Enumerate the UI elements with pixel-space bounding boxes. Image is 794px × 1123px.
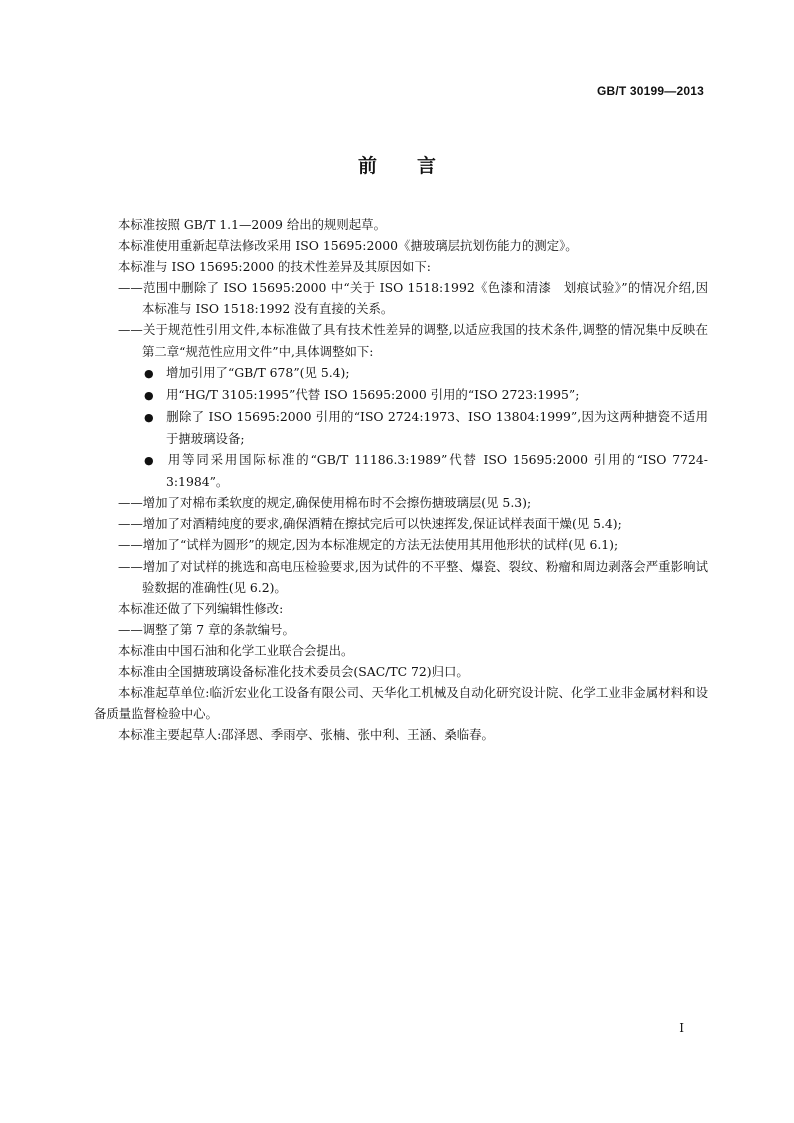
- paragraph: 本标准使用重新起草法修改采用 ISO 15695:2000《搪玻璃层抗划伤能力的测定》。: [118, 238, 578, 254]
- bullet-item: [94, 362, 708, 384]
- bullet-text: 删除了 ISO 15695:2000 引用的“ISO 2724:1973、ISO 13804:1999”,因为这两种搪瓷不适用于搪玻璃设备;: [166, 408, 708, 446]
- bullet-icon: ●: [144, 454, 154, 468]
- paragraph: 本标准由中国石油和化学工业联合会提出。: [118, 642, 354, 658]
- dash-item: ——关于规范性引用文件,本标准做了具有技术性差异的调整,以适应我国的技术条件,调整的情况集中反映在第二章“规范性应用文件”中,具体调整如下:: [118, 322, 708, 359]
- bullet-item: [94, 449, 708, 492]
- page-title: 前言: [357, 155, 476, 177]
- bullet-text: 用等同采用国际标准的“GB/T 11186.3:1989”代替 ISO 15695:2000 引用的“ISO 7724-3:1984”。: [166, 452, 708, 490]
- bullet-text: 增加引用了“GB/T 678”(见 5.4);: [166, 364, 350, 380]
- bullet-item: [94, 384, 708, 406]
- bullet-item: [94, 406, 708, 449]
- bullet-text: 用“HG/T 3105:1995”代替 ISO 15695:2000 引用的“ISO 2723:1995”;: [166, 386, 580, 402]
- paragraph: 本标准起草单位:临沂宏业化工设备有限公司、天华化工机械及自动化研究设计院、化学工业非金属材料和设备质量监督检验中心。: [94, 685, 708, 722]
- dash-item: ——范围中删除了 ISO 15695:2000 中“关于 ISO 1518:1992《色漆和清漆 划痕试验》”的情况介绍,因本标准与 ISO 1518:1992 没有直接的关系。: [118, 280, 708, 317]
- bullet-icon: ●: [144, 410, 154, 424]
- document-body: [94, 214, 708, 745]
- bullet-icon: ●: [144, 366, 154, 380]
- bullet-icon: ●: [144, 388, 154, 402]
- dash-item: ——增加了对酒精纯度的要求,确保酒精在擦拭完后可以快速挥发,保证试样表面干燥(见 5.4);: [118, 516, 622, 532]
- paragraph: 本标准还做了下列编辑性修改:: [118, 600, 284, 616]
- dash-item: ——增加了对棉布柔软度的规定,确保使用棉布时不会擦伤搪玻璃层(见 5.3);: [118, 495, 532, 511]
- paragraph: 本标准与 ISO 15695:2000 的技术性差异及其原因如下:: [118, 259, 431, 275]
- dash-item: ——调整了第 7 章的条款编号。: [118, 621, 295, 637]
- standard-code: GB/T 30199—2013: [596, 84, 704, 98]
- paragraph: 本标准主要起草人:邵泽恩、季雨亭、张楠、张中利、王涵、桑临春。: [118, 727, 494, 743]
- paragraph: 本标准由全国搪玻璃设备标准化技术委员会(SAC/TC 72)归口。: [118, 663, 469, 679]
- dash-item: ——增加了对试样的挑选和高电压检验要求,因为试件的不平整、爆瓷、裂纹、粉瘤和周边剥落会严重影响试验数据的准确性(见 6.2)。: [118, 558, 708, 595]
- dash-item: ——增加了“试样为圆形”的规定,因为本标准规定的方法无法使用其用他形状的试样(见 6.1);: [118, 537, 619, 553]
- paragraph: 本标准按照 GB/T 1.1—2009 给出的规则起草。: [118, 217, 386, 232]
- page-number: I: [679, 1021, 684, 1035]
